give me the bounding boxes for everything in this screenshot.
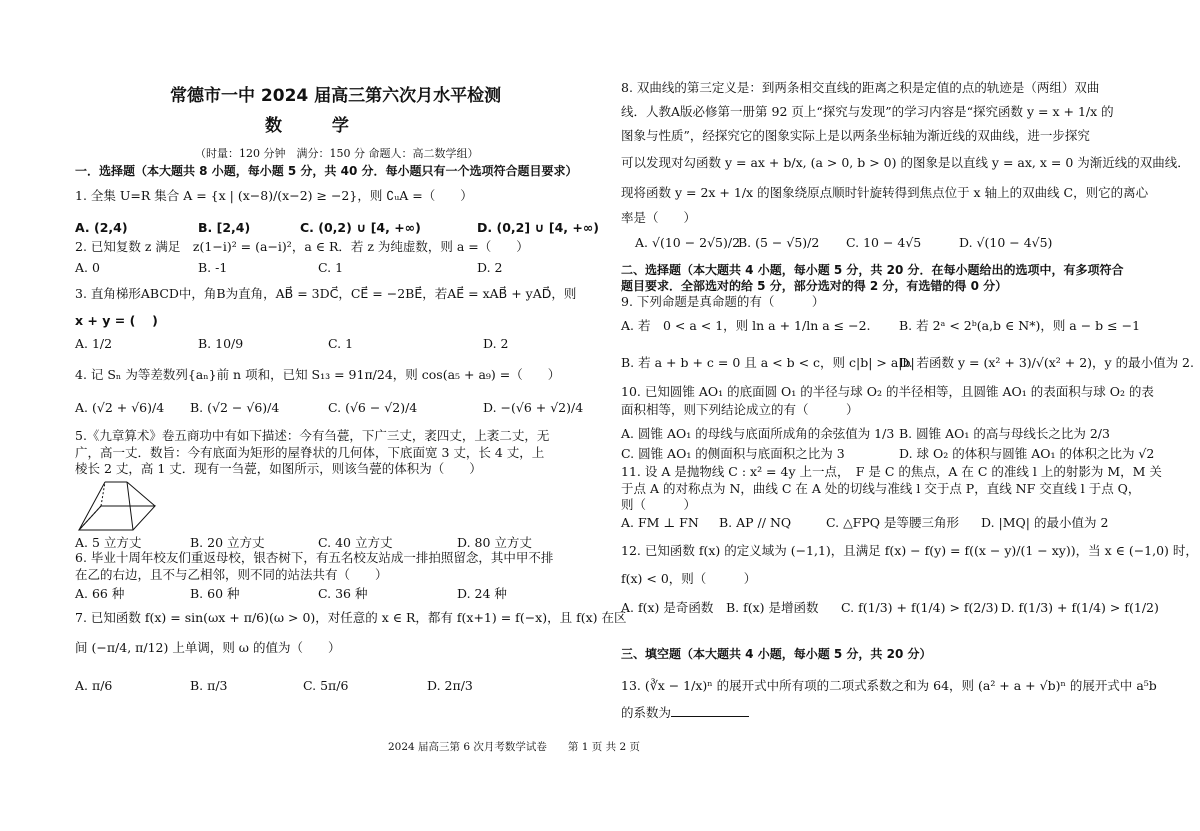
q4-option-d: D. −(√6 + √2)/4 [483, 400, 584, 415]
q1-option-a: A. (2,4) [75, 220, 128, 235]
section2-heading-line2: 题目要求．全部选对的给 5 分，部分选对的得 2 分，有选错的得 0 分） [621, 279, 1008, 293]
q7-option-d: D. 2π/3 [427, 678, 473, 693]
q1-option-b: B. [2,4) [198, 220, 251, 235]
q11-option-a: A. FM ⊥ FN [621, 515, 699, 530]
q7-option-b: B. π/3 [190, 678, 228, 693]
q10-option-c: C. 圆锥 AO₁ 的侧面积与底面积之比为 3 [621, 446, 845, 461]
q2-option-a: A. 0 [75, 260, 100, 275]
q9-option-c: B. 若 a + b + c = 0 且 a < b < c，则 c|b| > a|b| [621, 355, 915, 370]
q8-line3: 图象与性质”，经探究它的图象实际上是以两条坐标轴为渐近线的双曲线，进一步探究 [621, 128, 1090, 143]
q13-line1: 13. (∛x − 1/x)ⁿ 的展开式中所有项的二项式系数之和为 64，则 (a² + a + √b)ⁿ 的展开式中 a⁵b [621, 678, 1157, 693]
exam-title: 常德市一中 2024 届高三第六次月水平检测 [170, 86, 502, 106]
q5-option-d: D. 80 立方丈 [457, 535, 532, 550]
q9-option-d: D. 若函数 y = (x² + 3)/√(x² + 2)，y 的最小值为 2. [899, 355, 1194, 370]
q9-stem: 9. 下列命题是真命题的有（ ） [621, 294, 825, 309]
q1-stem: 1. 全集 U=R 集合 A = {x | (x−8)/(x−2) ≥ −2}，则 ∁ᵤA =（ ） [75, 188, 473, 203]
q3-stem: 3. 直角梯形ABCD中，角B为直角，AB⃗ = 3DC⃗，CE⃗ = −2BE⃗，若AE⃗ = xAB⃗ + yAD⃗，则 [75, 286, 577, 301]
q3-option-a: A. 1/2 [75, 336, 113, 351]
q7-line1: 7. 已知函数 f(x) = sin(ωx + π/6)(ω > 0)，对任意的 x ∈ R，都有 f(x+1) = f(−x)，且 f(x) 在区 [75, 610, 627, 625]
q11-option-b: B. AP // NQ [719, 515, 792, 530]
q5-option-a: A. 5 立方丈 [75, 535, 142, 550]
q9-option-a: A. 若 0 < a < 1，则 ln a + 1/ln a ≤ −2. [621, 318, 871, 333]
q4-option-b: B. (√2 − √6)/4 [190, 400, 280, 415]
page-footer: 2024 届高三第 6 次月考数学试卷 第 1 页 共 2 页 [388, 741, 640, 753]
q7-option-c: C. 5π/6 [303, 678, 349, 693]
q6-option-a: A. 66 种 [75, 586, 125, 601]
q8-line6: 率是（ ） [621, 210, 697, 225]
q2-stem: 2. 已知复数 z 满足 z(1−i)² = (a−i)²，a ∈ R．若 z 为纯虚数，则 a =（ ） [75, 239, 529, 254]
q2-option-d: D. 2 [477, 260, 503, 275]
q6-option-c: C. 36 种 [318, 586, 368, 601]
q4-option-a: A. (√2 + √6)/4 [75, 400, 165, 415]
q10-option-a: A. 圆锥 AO₁ 的母线与底面所成角的余弦值为 1/3 [621, 426, 895, 441]
q7-line2: 间 (−π/4, π/12) 上单调，则 ω 的值为（ ） [75, 640, 341, 655]
q1-option-d: D. (0,2] ∪ [4, +∞) [477, 220, 600, 235]
q11-line3: 则（ ） [621, 497, 697, 512]
q12-option-b: B. f(x) 是增函数 [726, 600, 819, 615]
section2-heading-line1: 二、选择题（本大题共 4 小题，每小题 5 分，共 20 分．在每小题给出的选项中，有多项符合 [621, 263, 1124, 277]
q8-line2: 线．人教A版必修第一册第 92 页上“探究与发现”的学习内容是“探究函数 y = x + 1/x 的 [621, 104, 1114, 119]
q6-option-d: D. 24 种 [457, 586, 507, 601]
q10-line2: 面积相等，则下列结论成立的有（ ） [621, 402, 859, 417]
q9-option-b: B. 若 2ᵃ < 2ᵇ(a,b ∈ N*)，则 a − b ≤ −1 [899, 318, 1141, 333]
q2-option-b: B. -1 [198, 260, 228, 275]
q5-option-c: C. 40 立方丈 [318, 535, 393, 550]
q8-line4: 可以发现对勾函数 y = ax + b/x, (a > 0, b > 0) 的图象是以直线 y = ax, x = 0 为渐近线的双曲线． [621, 155, 1190, 170]
q12-option-c: C. f(1/3) + f(1/4) > f(2/3) [841, 600, 999, 615]
section1-heading: 一．选择题（本大题共 8 小题，每小题 5 分，共 40 分．每小题只有一个选项符合题目要求） [75, 164, 578, 178]
q7-option-a: A. π/6 [75, 678, 113, 693]
q8-option-c: C. 10 − 4√5 [846, 235, 922, 250]
q4-stem: 4. 记 Sₙ 为等差数列{aₙ}前 n 项和，已知 S₁₃ = 91π/24，则 cos(a₅ + a₉) =（ ） [75, 367, 561, 382]
q5-line2: 广，高一丈．数旨：今有底面为矩形的屋脊状的几何体，下底面宽 3 丈，长 4 丈，上 [75, 445, 545, 460]
q4-option-c: C. (√6 − √2)/4 [328, 400, 418, 415]
q13-line2-text: 的系数为 [621, 705, 672, 720]
q8-line1: 8. 双曲线的第三定义是：到两条相交直线的距离之积是定值的点的轨迹是（两组）双曲 [621, 80, 1100, 95]
q1-option-c: C. (0,2) ∪ [4, +∞) [300, 220, 421, 235]
q13-line2 [621, 704, 749, 721]
subject-title: 数 学 [265, 116, 371, 136]
q6-line1: 6. 毕业十周年校友们重返母校，银杏树下，有五名校友站成一排拍照留念，其中甲不排 [75, 550, 554, 565]
q3-option-b: B. 10/9 [198, 336, 244, 351]
q5-option-b: B. 20 立方丈 [190, 535, 265, 550]
q11-option-c: C. △FPQ 是等腰三角形 [826, 515, 959, 530]
q10-line1: 10. 已知圆锥 AO₁ 的底面圆 O₁ 的半径与球 O₂ 的半径相等，且圆锥 AO₁ 的表面积与球 O₂ 的表 [621, 384, 1154, 399]
q12-option-d: D. f(1/3) + f(1/4) > f(1/2) [1001, 600, 1159, 615]
q8-option-d: D. √(10 − 4√5) [959, 235, 1053, 250]
q8-option-a: A. √(10 − 2√5)/2 [635, 235, 741, 250]
q6-line2: 在乙的右边，且不与乙相邻，则不同的站法共有（ ） [75, 567, 388, 582]
q11-option-d: D. |MQ| 的最小值为 2 [981, 515, 1109, 530]
q6-option-b: B. 60 种 [190, 586, 240, 601]
q12-line2: f(x) < 0，则（ ） [621, 571, 757, 586]
q8-line5: 现将函数 y = 2x + 1/x 的图象绕原点顺时针旋转得到焦点位于 x 轴上的双曲线 C，则它的离心 [621, 185, 1149, 200]
exam-info: （时量：120 分钟 满分：150 分 命题人：高二数学组） [195, 147, 479, 160]
q3-stem-line2: x + y = ( ) [75, 313, 158, 328]
q5-line1: 5.《九章算术》卷五商功中有如下描述：今有刍甍，下广三丈，袤四丈，上袤二丈，无 [75, 428, 550, 443]
q2-option-c: C. 1 [318, 260, 344, 275]
q3-option-c: C. 1 [328, 336, 354, 351]
q5-line3: 棱长 2 丈，高 1 丈．现有一刍甍，如图所示，则该刍甍的体积为（ ） [75, 461, 482, 476]
section3-heading: 三、填空题（本大题共 4 小题，每小题 5 分，共 20 分） [621, 647, 932, 661]
q13-answer-blank [671, 704, 749, 717]
q11-line2: 于点 A 的对称点为 N，曲线 C 在 A 处的切线与准线 l 交于点 P，直线 NF 交直线 l 于点 Q， [621, 481, 1141, 496]
q3-option-d: D. 2 [483, 336, 509, 351]
q11-line1: 11. 设 A 是抛物线 C : x² = 4y 上一点， F 是 C 的焦点，A 在 C 的准线 l 上的射影为 M，M 关 [621, 464, 1162, 479]
q12-line1: 12. 已知函数 f(x) 的定义域为 (−1,1)，且满足 f(x) − f(y) = f((x − y)/(1 − xy))，当 x ∈ (−1,0) 时， [621, 543, 1198, 558]
q12-option-a: A. f(x) 是奇函数 [621, 600, 714, 615]
q8-option-b: B. (5 − √5)/2 [738, 235, 820, 250]
chumeng-figure [77, 476, 157, 532]
q10-option-b: B. 圆锥 AO₁ 的高与母线长之比为 2/3 [899, 426, 1110, 441]
q10-option-d: D. 球 O₂ 的体积与圆锥 AO₁ 的体积之比为 √2 [899, 446, 1155, 461]
